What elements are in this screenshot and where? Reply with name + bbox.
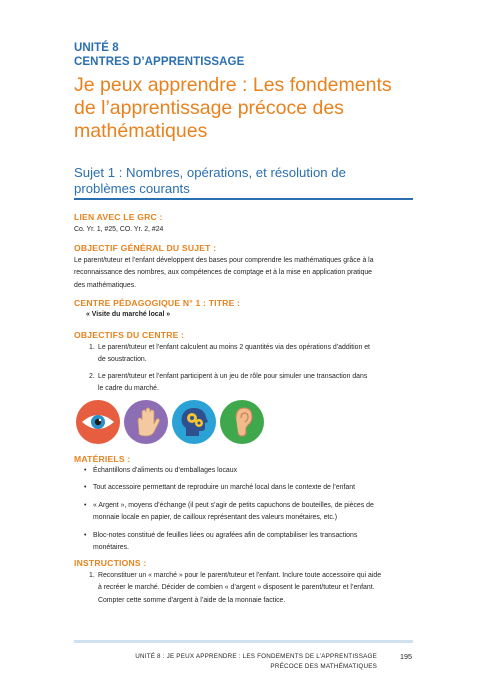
grc-heading: LIEN AVEC LE GRC : [74, 212, 163, 222]
bullet-icon: • [84, 467, 87, 474]
bullet-icon: • [84, 484, 87, 492]
hand-icon [124, 400, 168, 444]
paragraph-line: Le parent/tuteur et l’enfant développent des bases pour comprendre les mathématiques grâce à la [74, 257, 374, 264]
subject-heading [74, 165, 434, 197]
footer-divider [74, 640, 413, 643]
bullet-icon: • [84, 501, 87, 509]
list-line: le cadre du marché. [98, 385, 159, 393]
list-line: Le parent/tuteur et l’enfant participent à un jeu de rôle pour simuler une transaction dans [98, 372, 368, 380]
list-item [84, 342, 414, 367]
list-item [84, 482, 414, 494]
paragraph-line: reconnaissance des nombres, aux compétences de comptage et à la mise en application pratique [74, 269, 373, 277]
centre-title: « Visite du marché local » [86, 311, 171, 318]
instructions-heading: INSTRUCTIONS : [74, 558, 147, 568]
title-line: mathématiques [74, 120, 208, 142]
list-item [84, 570, 414, 607]
list-line: monétaires. [93, 544, 130, 552]
list-number: 1. [89, 572, 95, 579]
list-item [84, 530, 414, 555]
head-gears-icon [172, 400, 216, 444]
objectifs-centre-heading: OBJECTIFS DU CENTRE : [74, 330, 185, 340]
unit-label: UNITÉ 8 [74, 42, 119, 54]
list-item [84, 465, 414, 477]
page-number: 195 [400, 652, 412, 661]
centre-heading: CENTRE PÉDAGOGIQUE N° 1 : TITRE : [74, 298, 241, 308]
list-line: Reconstituer un « marché » pour le parent/tuteur et l’enfant. Inclure toute accessoire qui aide [98, 572, 382, 579]
subject-line: Sujet 1 : Nombres, opérations, et résolution de [74, 165, 346, 180]
list-item [84, 371, 414, 396]
page-title [74, 74, 454, 143]
list-line: « Argent », moyens d’échange (il peut s’agir de petits capuchons de bouteilles, de pièces de [93, 501, 374, 509]
grc-text [74, 224, 414, 236]
instructions-list [84, 570, 414, 607]
objectifs-list [84, 342, 414, 396]
list-line: Compter cette somme d’argent à l’aide de la monnaie factice. [98, 596, 286, 604]
list-line: Bloc-notes constitué de feuilles liées ou agrafées afin de comptabiliser les transactions [93, 531, 358, 539]
page-footer [135, 652, 377, 671]
bullet-icon: • [84, 531, 87, 539]
materiels-list [84, 465, 414, 554]
materiels-heading: MATÉRIELS : [74, 454, 131, 464]
subject-line: problèmes courants [74, 181, 190, 196]
list-line: Échantillons d’aliments ou d’emballages locaux [93, 467, 238, 474]
paragraph-line: des mathématiques. [74, 281, 137, 289]
title-line: de l’apprentissage précoce des [74, 97, 344, 119]
list-line: monnaie locale en papier, de cailloux représentant des valeurs monétaires, etc.) [93, 514, 337, 522]
title-line: Je peux apprendre : Les fondements [74, 74, 392, 96]
ear-icon [220, 400, 264, 444]
list-number: 1. [89, 344, 95, 351]
eye-icon [76, 400, 120, 444]
list-line: de soustraction. [98, 356, 147, 364]
list-line: Le parent/tuteur et l’enfant calculent au moins 2 quantités via des opérations d’addition et [98, 344, 370, 351]
footer-line: UNITÉ 8 : JE PEUX APPRENDRE : LES FONDEMENTS DE L’APPRENTISSAGE [135, 653, 377, 660]
section-label: CENTRES D’APPRENTISSAGE [74, 56, 245, 68]
footer-line: PRÉCOCE DES MATHÉMATIQUES [270, 662, 377, 670]
list-item [84, 500, 414, 525]
objectif-general-text [74, 255, 414, 292]
objectif-general-heading: OBJECTIF GÉNÉRAL DU SUJET : [74, 243, 217, 253]
list-line: à recréer le marché. Décider de combien « d’argent » disposent le parent/tuteur et l’enfant. [98, 584, 375, 592]
grc-line: Co. Yr. 1, #25, CO. Yr. 2, #24 [74, 226, 164, 233]
list-line: Tout accessoire permettant de reproduire un marché local dans le contexte de l’enfant [93, 484, 355, 492]
subject-divider [74, 198, 413, 200]
list-number: 2. [89, 372, 95, 380]
